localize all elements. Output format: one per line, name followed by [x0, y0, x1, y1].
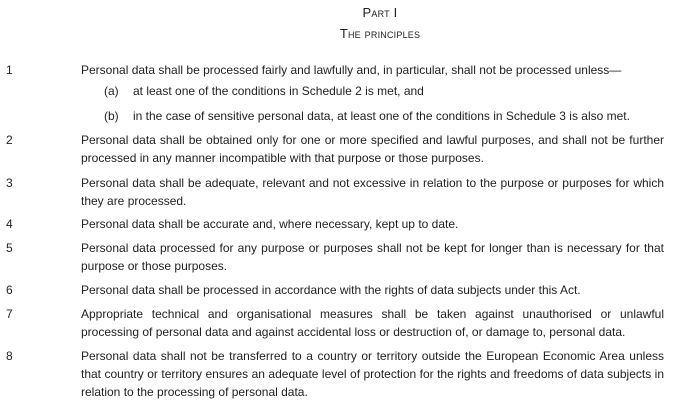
- principle-text: Personal data shall be processed in accordance with the rights of data subjects under this Act.: [81, 283, 581, 297]
- principle-number: 3: [6, 176, 13, 190]
- principle-text: Personal data processed for any purpose or purposes shall not be kept for longer than is necessary for that purpose or those purposes.: [81, 241, 664, 273]
- principle-number: 1: [6, 63, 13, 77]
- principle-number: 8: [6, 349, 13, 363]
- subitem-text: in the case of sensitive personal data, at least one of the conditions in Schedule 3 is also met.: [133, 109, 630, 123]
- principle-number: 6: [6, 283, 13, 297]
- principle-text: Personal data shall not be transferred to a country or territory outside the European Economic Area unless that country or territory ensures an adequate level of protection for the rights and freedoms of data subjects in relation to the processing of personal data.: [81, 349, 664, 399]
- principle-text: Personal data shall be processed fairly and lawfully and, in particular, shall not be processed unless—: [81, 63, 622, 77]
- principle-number: 2: [6, 133, 13, 147]
- principle-number: 5: [6, 241, 13, 255]
- subitem-label: (b): [104, 109, 119, 123]
- principle-text: Personal data shall be accurate and, where necessary, kept up to date.: [81, 217, 459, 231]
- part-title: The principles: [339, 26, 421, 41]
- subitem-label: (a): [104, 84, 119, 98]
- principle-text: Personal data shall be adequate, relevant and not excessive in relation to the purpose or purposes for which they are processed.: [81, 176, 664, 208]
- principle-number: 4: [6, 217, 13, 231]
- principle-text: Appropriate technical and organisational measures shall be taken against unauthorised or unlawful processing of personal data and against accidental loss or destruction of, or damage to, personal data.: [81, 307, 664, 339]
- principle-text: Personal data shall be obtained only for one or more specified and lawful purposes, and shall not be further processed in any manner incompatible with that purpose or those purposes.: [81, 133, 664, 165]
- subitem-text: at least one of the conditions in Schedule 2 is met, and: [133, 84, 424, 98]
- part-heading: Part I: [362, 5, 398, 20]
- principle-number: 7: [6, 307, 13, 321]
